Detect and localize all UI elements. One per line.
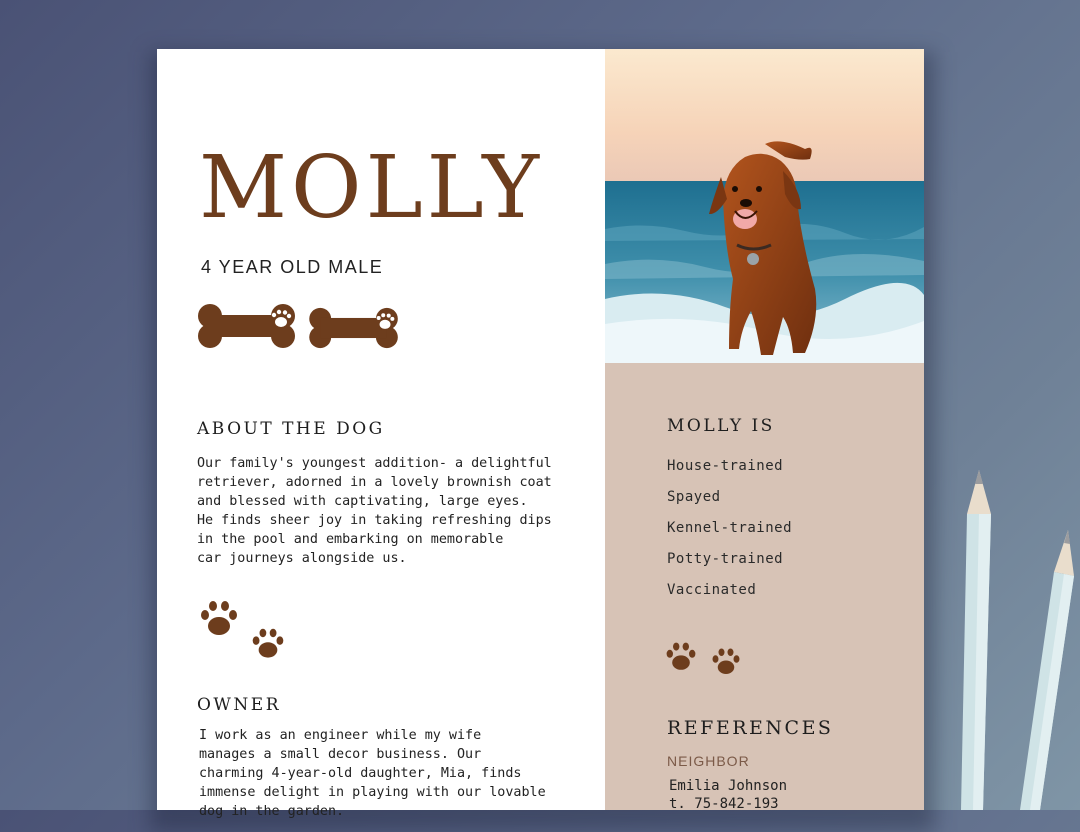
owner-line: immense delight in playing with our lovable bbox=[199, 785, 546, 800]
owner-line: charming 4-year-old daughter, Mia, finds bbox=[199, 766, 522, 781]
about-line: Our family's youngest addition- a delightful bbox=[197, 456, 552, 471]
about-text bbox=[197, 454, 552, 568]
dog-photo bbox=[605, 49, 924, 363]
dog-bone-icon bbox=[308, 307, 400, 349]
paw-print-icon bbox=[253, 629, 284, 658]
left-column bbox=[157, 49, 605, 819]
paw-print-icon bbox=[201, 601, 237, 635]
owner-line: I work as an engineer while my wife bbox=[199, 728, 482, 743]
owner-line: manages a small decor business. Our bbox=[199, 747, 482, 762]
about-line: and blessed with captivating, large eyes. bbox=[197, 494, 528, 509]
reference-role: NEIGHBOR bbox=[667, 753, 750, 769]
reference-name: Emilia Johnson bbox=[669, 778, 788, 794]
bone-decoration bbox=[197, 303, 406, 353]
about-line: in the pool and embarking on memorable bbox=[197, 532, 504, 547]
right-column bbox=[605, 49, 924, 810]
dog-name-title: MOLLY bbox=[199, 138, 544, 238]
trait-item: House-trained bbox=[667, 458, 784, 474]
about-line: retriever, adorned in a lovely brownish coat bbox=[197, 475, 552, 490]
paw-prints-decoration bbox=[663, 639, 753, 683]
trait-item: Kennel-trained bbox=[667, 520, 793, 536]
about-heading: ABOUT THE DOG bbox=[197, 419, 385, 439]
paw-prints-decoration bbox=[195, 597, 295, 665]
trait-item: Spayed bbox=[667, 489, 721, 505]
paw-print-icon bbox=[713, 649, 740, 675]
dog-age-subtitle: 4 YEAR OLD MALE bbox=[201, 257, 384, 277]
owner-text bbox=[199, 726, 546, 821]
about-line: He finds sheer joy in taking refreshing dips bbox=[197, 513, 552, 528]
owner-line: dog in the garden. bbox=[199, 804, 345, 819]
dog-bone-icon bbox=[197, 303, 297, 349]
reference-phone: t. 75-842-193 bbox=[669, 796, 779, 812]
references-heading: REFERENCES bbox=[667, 717, 834, 739]
owner-heading: OWNER bbox=[197, 695, 281, 715]
flyer-page bbox=[157, 49, 924, 819]
about-line: car journeys alongside us. bbox=[197, 551, 407, 566]
traits-list bbox=[667, 451, 792, 606]
pencil-decoration bbox=[1010, 530, 1080, 810]
trait-item: Vaccinated bbox=[667, 582, 757, 598]
traits-heading: MOLLY IS bbox=[667, 416, 775, 436]
paw-print-icon bbox=[667, 643, 696, 670]
pencil-decoration bbox=[955, 470, 1005, 810]
trait-item: Potty-trained bbox=[667, 551, 784, 567]
